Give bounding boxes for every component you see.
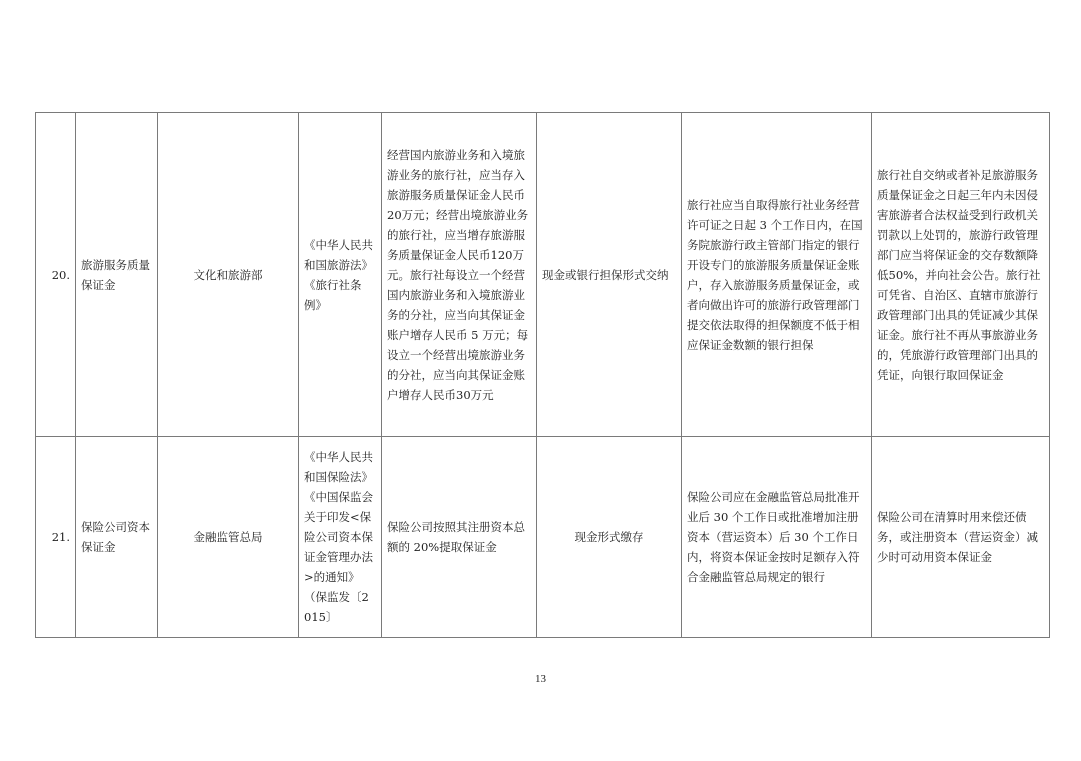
deposit-method: 保险公司应在金融监管总局批准开业后 30 个工作日或批准增加注册资本（营运资本）后 30 个工作日内，将资本保证金按时足额存入符合金融监管总局规定的银行 [682, 437, 872, 638]
deposit-method: 旅行社应当自取得旅行社业务经营许可证之日起 3 个工作日内，在国务院旅游行政主管部门指定的银行开设专门的旅游服务质量保证金账户，存入旅游服务质量保证金，或者向做出许可的旅游行政管理部门提交依法取得的担保额度不低于相应保证金数额的银行担保 [682, 113, 872, 437]
deposit-standard: 保险公司按照其注册资本总额的 20%提取保证金 [382, 437, 537, 638]
table-row [36, 437, 1050, 638]
deposit-form: 现金形式缴存 [537, 437, 682, 638]
deposit-standard: 经营国内旅游业务和入境旅游业务的旅行社，应当存入旅游服务质量保证金人民币20万元；经营出境旅游业务的旅行社，应当增存旅游服务质量保证金人民币120万元。旅行社每设立一个经营国内旅游业务和入境旅游业务的分社，应当向其保证金账户增存人民币 5 万元；每设立一个经营出境旅游业务的分社，应当向其保证金账户增存人民币30万元 [382, 113, 537, 437]
deposit-form: 现金或银行担保形式交纳 [537, 113, 682, 437]
refund-rule: 旅行社自交纳或者补足旅游服务质量保证金之日起三年内未因侵害旅游者合法权益受到行政机关罚款以上处罚的，旅游行政管理部门应当将保证金的交存数额降低50%，并向社会公告。旅行社可凭省、自治区、直辖市旅游行政管理部门出具的凭证减少其保证金。旅行社不再从事旅游业务的，凭旅游行政管理部门出具的凭证，向银行取回保证金 [872, 113, 1050, 437]
deposit-name: 旅游服务质量保证金 [76, 113, 158, 437]
department: 金融监管总局 [158, 437, 299, 638]
row-number: 21. [36, 437, 76, 638]
deposit-name: 保险公司资本保证金 [76, 437, 158, 638]
refund-rule: 保险公司在清算时用来偿还债务，或注册资本（营运资金）减少时可动用资本保证金 [872, 437, 1050, 638]
deposit-table [35, 112, 1050, 638]
table-row [36, 113, 1050, 437]
page-number: 13 [535, 673, 546, 685]
legal-basis: 《中华人民共和国旅游法》《旅行社条例》 [299, 113, 382, 437]
department: 文化和旅游部 [158, 113, 299, 437]
legal-basis: 《中华人民共和国保险法》《中国保监会关于印发<保险公司资本保证金管理办法>的通知》（保监发〔2015〕 [299, 437, 382, 638]
row-number: 20. [36, 113, 76, 437]
